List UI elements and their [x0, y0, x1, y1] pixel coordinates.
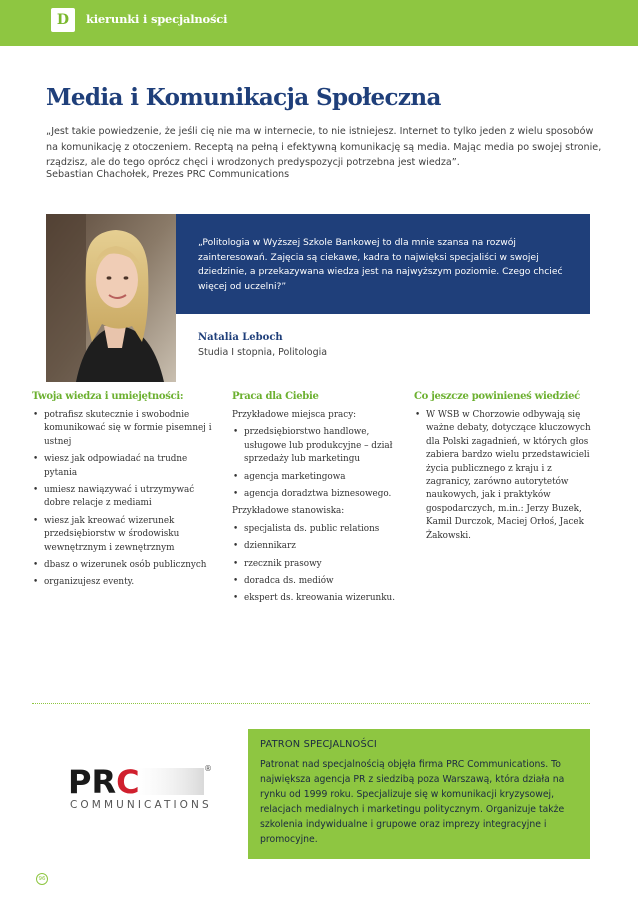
patron-text: Patronat nad specjalnością objęła firma PRC Communications. To największa agencja PR z siedzibą poza Warszawą, która działa na rynku od 1999 roku. Specjalizuje się w komunikacji kryzysowej, relacjach medialnych i marketingu politycznym. Organizuje także szkolenia indywidualne i grupowe oraz imprezy integracyjne i promocyjne. — [260, 759, 565, 845]
list-item: • agencja doradztwa biznesowego. — [232, 488, 412, 501]
page-number: 96 — [36, 873, 48, 885]
list-item: • dziennikarz — [232, 540, 412, 553]
work-places-label: Przykładowe miejsca pracy: — [232, 410, 357, 420]
list-item: • wiesz jak odpowiadać na trudne pytania — [32, 453, 222, 480]
skills-heading: Twoja wiedza i umiejętności: — [32, 391, 184, 402]
section-divider — [32, 703, 590, 704]
list-item: • specjalista ds. public relations — [232, 523, 412, 536]
testimonial-quote: „Politologia w Wyższej Szkole Bankowej to dla mnie szansa na rozwój zainteresowań. Zajęcia są ciekawe, kadra to najwięksi specjaliści w swojej dziedzinie, a przekazywana wiedza jest na najwyższym poziomie. Czego chcieć więcej od uczelni?” — [198, 237, 563, 292]
list-item: • doradca ds. mediów — [232, 575, 412, 588]
list-item: • W WSB w Chorzowie odbywają się ważne debaty, dotyczące kluczowych dla Polski zagadnień, w których głos zabiera bardzo wielu przedstawicieli życia publicznego z kraju i z zagranicy, zarówno autorytetów naukowych, jak i praktyków gospodarczych, m.in.: Jerzy Buzek, Kamil Durczok, Maciej Orłoś, Jacek Żakowski. — [414, 409, 598, 543]
work-positions-list — [232, 523, 412, 606]
work-heading: Praca dla Ciebie — [232, 391, 319, 402]
prc-logo-subtitle: COMMUNICATIONS — [70, 799, 212, 811]
list-item: • dbasz o wizerunek osób publicznych — [32, 559, 222, 572]
work-places-list — [232, 426, 412, 501]
list-item: • ekspert ds. kreowania wizerunku. — [232, 592, 412, 605]
student-name: Natalia Leboch — [198, 332, 283, 343]
section-letter-tab: D — [51, 8, 75, 32]
list-item: • organizujesz eventy. — [32, 576, 222, 589]
prc-logo — [46, 729, 248, 859]
section-label: kierunki i specjalności — [86, 12, 228, 26]
list-item: • potrafisz skutecznie i swobodnie komunikować się w formie pisemnej i ustnej — [32, 409, 222, 449]
extra-heading: Co jeszcze powinieneś wiedzieć — [414, 391, 580, 402]
list-item: • agencja marketingowa — [232, 471, 412, 484]
intro-quote: „Jest takie powiedzenie, że jeśli cię nie ma w internecie, to nie istniejesz. Internet to tylko jeden z wielu sposobów na komunikację z otoczeniem. Receptą na pełną i efektywną komunikację są media. Mając media po swojej stronie, rządzisz, ale do tego oprócz chęci i wrodzonych predyspozycji potrzebna jest wiedza”. — [46, 126, 602, 168]
patron-box — [248, 729, 590, 859]
list-item: • przedsiębiorstwo handlowe, usługowe lub produkcyjne – dział sprzedaży lub marketingu — [232, 426, 412, 466]
student-program: Studia I stopnia, Politologia — [198, 347, 328, 358]
list-item: • wiesz jak kreować wizerunek przedsiębiorstw w środowisku wewnętrznym i zewnętrznym — [32, 515, 222, 555]
section-header-bar — [0, 0, 638, 46]
prc-logo-letters: PRC — [68, 763, 140, 801]
testimonial-box — [176, 214, 590, 314]
intro-author: Sebastian Chachołek, Prezes PRC Communications — [46, 169, 290, 180]
list-item: • rzecznik prasowy — [232, 558, 412, 571]
list-item: • umiesz nawiązywać i utrzymywać dobre relacje z mediami — [32, 484, 222, 511]
extra-list — [414, 409, 598, 543]
page-title: Media i Komunikacja Społeczna — [46, 84, 441, 111]
extra-info-column — [414, 391, 598, 547]
skills-column — [32, 391, 222, 594]
patron-title: PATRON SPECJALNOŚCI — [260, 739, 377, 750]
work-column — [232, 391, 412, 610]
student-photo — [46, 214, 176, 382]
skills-list — [32, 409, 222, 590]
registered-mark: ® — [204, 764, 212, 773]
work-positions-label: Przykładowe stanowiska: — [232, 506, 345, 517]
